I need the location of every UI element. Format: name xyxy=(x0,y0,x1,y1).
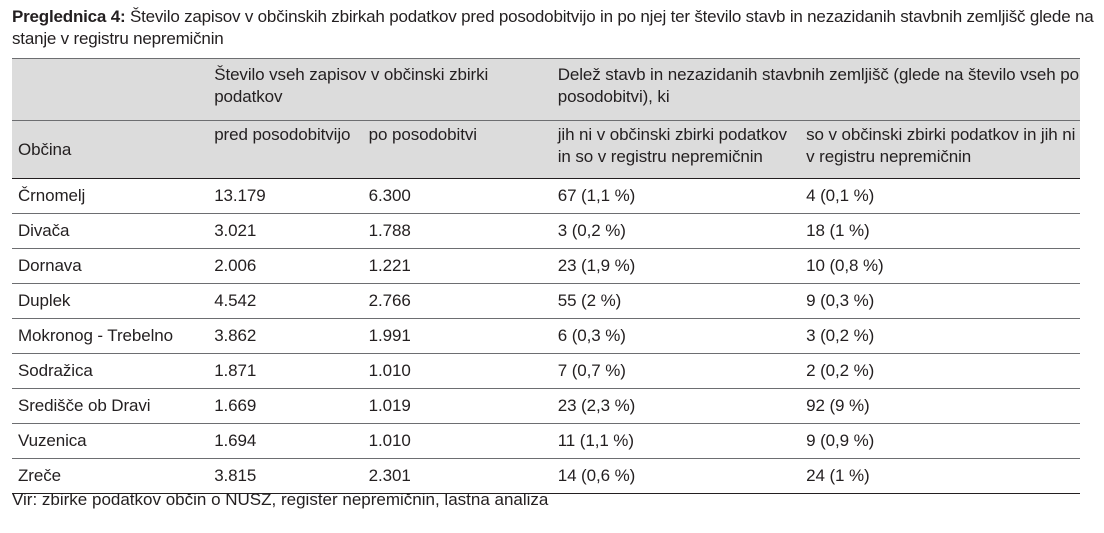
table-row xyxy=(12,249,1080,284)
cell-pred: 3.862 xyxy=(208,319,362,354)
cell-po: 2.766 xyxy=(363,284,552,319)
cell-not-in: 23 (1,9 %) xyxy=(552,249,800,284)
table-source-note: Vir: zbirke podatkov občin o NUSZ, register nepremičnin, lastna analiza xyxy=(12,490,549,509)
cell-in: 18 (1 %) xyxy=(800,214,1080,249)
cell-not-in: 14 (0,6 %) xyxy=(552,459,800,494)
cell-obcina: Dornava xyxy=(12,249,208,284)
cell-not-in: 23 (2,3 %) xyxy=(552,389,800,424)
cell-po: 1.221 xyxy=(363,249,552,284)
cell-obcina: Mokronog - Trebelno xyxy=(12,319,208,354)
cell-in: 9 (0,3 %) xyxy=(800,284,1080,319)
cell-pred: 3.021 xyxy=(208,214,362,249)
caption-label: Preglednica 4: xyxy=(12,7,126,26)
cell-pred: 2.006 xyxy=(208,249,362,284)
cell-po: 1.788 xyxy=(363,214,552,249)
cell-in: 9 (0,9 %) xyxy=(800,424,1080,459)
cell-po: 1.019 xyxy=(363,389,552,424)
cell-po: 1.010 xyxy=(363,354,552,389)
table-row xyxy=(12,284,1080,319)
header-row-groups xyxy=(12,59,1080,121)
table-row xyxy=(12,179,1080,214)
cell-po: 6.300 xyxy=(363,179,552,214)
header-group-records: Število vseh zapisov v občinski zbirki podatkov xyxy=(208,59,552,121)
cell-obcina: Črnomelj xyxy=(12,179,208,214)
table-row xyxy=(12,389,1080,424)
cell-in: 10 (0,8 %) xyxy=(800,249,1080,284)
cell-in: 4 (0,1 %) xyxy=(800,179,1080,214)
cell-not-in: 6 (0,3 %) xyxy=(552,319,800,354)
cell-pred: 1.694 xyxy=(208,424,362,459)
cell-pred: 1.871 xyxy=(208,354,362,389)
cell-not-in: 7 (0,7 %) xyxy=(552,354,800,389)
cell-obcina: Duplek xyxy=(12,284,208,319)
cell-in: 3 (0,2 %) xyxy=(800,319,1080,354)
cell-not-in: 3 (0,2 %) xyxy=(552,214,800,249)
cell-in: 92 (9 %) xyxy=(800,389,1080,424)
cell-not-in: 11 (1,1 %) xyxy=(552,424,800,459)
header-po: po posodobitvi xyxy=(363,121,552,179)
cell-obcina: Divača xyxy=(12,214,208,249)
cell-pred: 4.542 xyxy=(208,284,362,319)
header-pred: pred posodobitvijo xyxy=(208,121,362,179)
header-in-zbirka: so v občinski zbirki podatkov in jih ni v registru nepremičnin xyxy=(800,121,1080,179)
header-group-share: Delež stavb in nezazidanih stavbnih zemljišč (glede na število vseh po posodobitvi), ki xyxy=(552,59,1080,121)
cell-po: 1.010 xyxy=(363,424,552,459)
table-row xyxy=(12,319,1080,354)
table-row xyxy=(12,424,1080,459)
cell-not-in: 55 (2 %) xyxy=(552,284,800,319)
cell-obcina: Vuzenica xyxy=(12,424,208,459)
cell-obcina: Središče ob Dravi xyxy=(12,389,208,424)
cell-pred: 13.179 xyxy=(208,179,362,214)
cell-in: 2 (0,2 %) xyxy=(800,354,1080,389)
header-row-columns xyxy=(12,121,1080,179)
cell-po: 2.301 xyxy=(363,459,552,494)
table-row xyxy=(12,354,1080,389)
table-caption xyxy=(12,6,1097,50)
cell-in: 24 (1 %) xyxy=(800,459,1080,494)
header-not-in-zbirka: jih ni v občinski zbirki podatkov in so v registru nepremičnin xyxy=(552,121,800,179)
header-obcina: Občina xyxy=(12,121,208,179)
table-row xyxy=(12,214,1080,249)
cell-obcina: Zreče xyxy=(12,459,208,494)
cell-pred: 3.815 xyxy=(208,459,362,494)
cell-obcina: Sodražica xyxy=(12,354,208,389)
cell-pred: 1.669 xyxy=(208,389,362,424)
cell-po: 1.991 xyxy=(363,319,552,354)
caption-text: Število zapisov v občinskih zbirkah podatkov pred posodobitvijo in po njej ter število stavb in nezazidanih stavbnih zemljišč glede na stanje v registru nepremičnin xyxy=(12,7,1094,48)
data-table xyxy=(12,58,1080,494)
header-empty-cell xyxy=(12,59,208,121)
cell-not-in: 67 (1,1 %) xyxy=(552,179,800,214)
